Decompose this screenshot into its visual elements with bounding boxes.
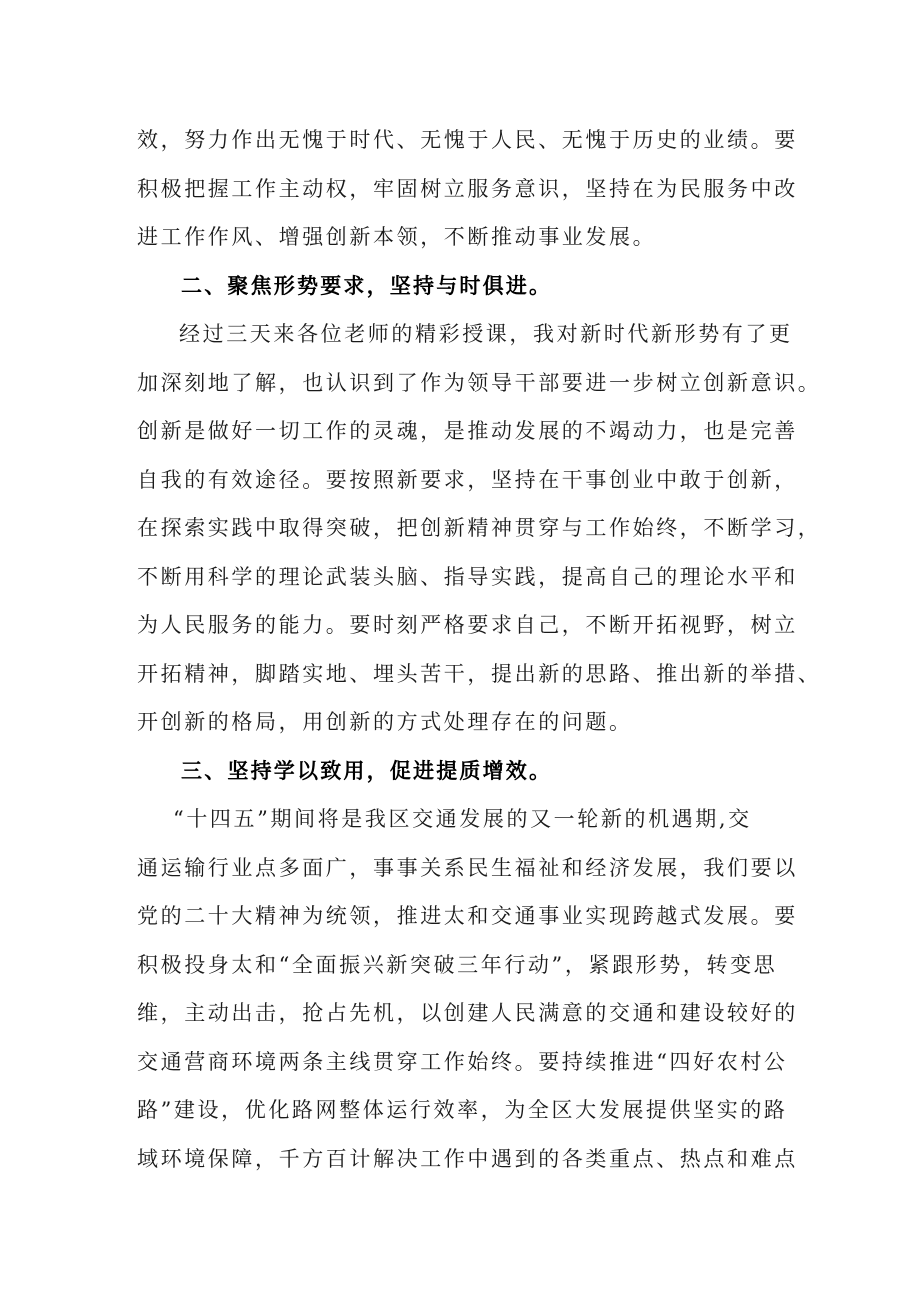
section-heading-3: 三、坚持学以致用，促进提质增效。: [181, 758, 553, 783]
section-heading-2: 二、聚焦形势要求，坚持与时俱进。: [181, 273, 553, 298]
text-line-12: 开拓精神，脚踏实地、埋头苦干，提出新的思路、推出新的举措、: [137, 661, 822, 686]
text-line-20: 交通营商环境两条主线贯穿工作始终。要持续推进“四好农村公: [137, 1049, 788, 1074]
text-line-2: 积极把握工作主动权，牢固树立服务意识，坚持在为民服务中改: [137, 176, 798, 201]
text-line-3: 进工作作风、增强创新本领，不断推动事业发展。: [137, 225, 657, 249]
document-body: [137, 116, 822, 1183]
text-line-15: “十四五”期间将是我区交通发展的又一轮新的机遇期,交: [173, 807, 752, 831]
text-line-7: 创新是做好一切工作的灵魂，是推动发展的不竭动力，也是完善: [137, 419, 798, 443]
text-line-5: 经过三天来各位老师的精彩授课，我对新时代新形势有了更: [179, 322, 793, 346]
text-line-19: 维，主动出击，抢占先机，以创建人民满意的交通和建设较好的: [137, 1001, 798, 1025]
text-line-8: 自我的有效途径。要按照新要求，坚持在干事创业中敢于创新，: [137, 467, 798, 492]
text-line-6: 加深刻地了解，也认识到了作为领导干部要进一步树立创新意识。: [137, 370, 822, 395]
text-line-11: 为人民服务的能力。要时刻严格要求自己，不断开拓视野，树立: [137, 613, 798, 637]
text-line-1: 效，努力作出无愧于时代、无愧于人民、无愧于历史的业绩。要: [137, 128, 798, 152]
text-line-17: 党的二十大精神为统领，推进太和交通事业实现跨越式发展。要: [137, 904, 798, 928]
text-line-22: 域环境保障，千方百计解决工作中遇到的各类重点、热点和难点: [137, 1146, 798, 1171]
text-line-18: 积极投身太和“全面振兴新突破三年行动”，紧跟形势，转变思: [137, 952, 778, 977]
text-line-13: 开创新的格局，用创新的方式处理存在的问题。: [137, 710, 633, 734]
text-line-9: 在探索实践中取得突破，把创新精神贯穿与工作始终，不断学习，: [137, 516, 822, 540]
text-line-21: 路”建设，优化路网整体运行效率，为全区大发展提供坚实的路: [137, 1098, 788, 1122]
text-line-16: 通运输行业点多面广，事事关系民生福祉和经济发展，我们要以: [137, 855, 798, 880]
text-line-10: 不断用科学的理论武装头脑、指导实践，提高自己的理论水平和: [137, 564, 798, 589]
